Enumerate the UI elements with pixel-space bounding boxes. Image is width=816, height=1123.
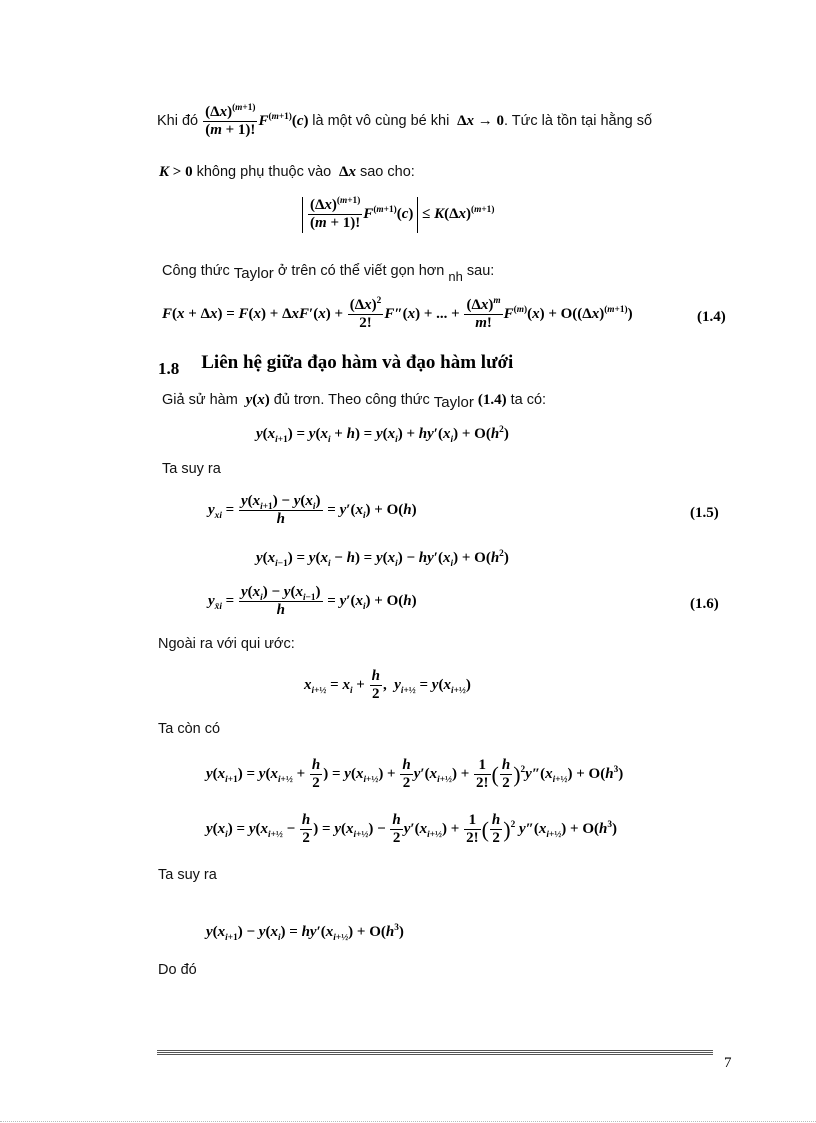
equation-number-1-5: (1.5) bbox=[690, 505, 719, 521]
section-heading bbox=[158, 352, 514, 378]
footer-rule-middle bbox=[157, 1052, 713, 1053]
paragraph-line-4 bbox=[162, 391, 546, 409]
paragraph-line-8: Ta suy ra bbox=[158, 867, 217, 883]
formula-k-positive: K > 0 bbox=[159, 164, 193, 180]
formula-midpoint-expansion-forward: $y(x_{i+1}) = y(x_{i+\frac{1}{2}}$ + $\frac{h}{2}$ ) = $y(x_{i+\frac{1}{2}})$ + $\frac{h}{2}$ $y'(x_{i+\frac{1}{2}})$ + $\frac{1}{2!}$ ( $\frac{h}{2}$ )$^2y''(x_{i+\frac{1}{2}}) + O(h^3)$ bbox=[206, 757, 624, 792]
text-cong-thuc: Công thức bbox=[162, 263, 230, 279]
formula-y-of-x: y(x) bbox=[245, 392, 270, 408]
formula-remainder-term: $\frac{(\Delta x)^{(m+1)}}{(m + 1)!}$ $F^{(m+1)}(c)$ bbox=[205, 103, 313, 139]
paragraph-line-9: Do đó bbox=[158, 962, 197, 978]
text-nh: nh bbox=[448, 269, 463, 284]
page-number: 7 bbox=[724, 1055, 732, 1071]
paragraph-line-2 bbox=[159, 164, 415, 181]
footer-rule-top bbox=[157, 1050, 713, 1051]
text-ton-tai: . Tức là tồn tại hằng số bbox=[504, 113, 653, 130]
formula-backward-difference: $y_{x̄i}$ = $\frac{y(x_i) - y(x_{i-1})}{h}$ = $y'(x_i) + O(h)$ bbox=[208, 584, 417, 619]
text-khi-do: Khi đó bbox=[157, 113, 199, 130]
equation-number-1-4: (1.4) bbox=[697, 309, 726, 325]
formula-central-difference: $y(x_{i+1}) - y(x_i) = hy'(x_{i+\frac{1}{2}}) + O(h^3)$ bbox=[206, 923, 404, 943]
page-boundary bbox=[0, 1121, 816, 1122]
text-taylor-2: Taylor bbox=[433, 394, 474, 411]
formula-taylor-expansion: F(x + Δx) = F(x) + ΔxF′(x) + $\frac{(\Delta x)^2}{2!}$ F″(x) + ... + $\frac{(\Delta x)^m}{m!}$ $F^{(m)}(x) + O((\Delta x)^{(m+1)})$ bbox=[162, 296, 633, 332]
text-du-tron: đủ trơn. Theo công thức bbox=[273, 392, 430, 408]
equation-number-1-6: (1.6) bbox=[690, 596, 719, 612]
formula-forward-taylor: $y(x_{i+1}) = y(x_i + h) = y(x_i) + hy'(x_i) + O(h^2)$ bbox=[256, 425, 509, 445]
text-sao-cho: sao cho: bbox=[359, 164, 415, 180]
formula-midpoint-expansion-backward: $y(x_i) = y(x_{i+\frac{1}{2}}$ − $\frac{h}{2}$ ) = $y(x_{i+\frac{1}{2}})$ − $\frac{h}{2}$ $y'(x_{i+\frac{1}{2}})$ + $\frac{1}{2!}$ ( $\frac{h}{2}$ )$^2$ $y''(x_{i+\frac{1}{2}}) + O(h^3)$ bbox=[206, 812, 618, 847]
formula-remainder-bound: $\frac{(\Delta x)^{(m+1)}}{(m + 1)!}$ $F^{(m+1)}(c) \le K(\Delta x)^{(m+1)}$ bbox=[302, 197, 494, 233]
text-gia-su-ham: Giả sử hàm bbox=[162, 392, 238, 408]
formula-backward-taylor: $y(x_{i-1}) = y(x_i - h) = y(x_i) - hy'(x_i) + O(h^2)$ bbox=[256, 549, 509, 569]
formula-forward-difference: $y_{xi}$ = $\frac{y(x_{i+1}) - y(x_i)}{h}$ = $y'(x_i) + O(h)$ bbox=[208, 493, 417, 528]
formula-half-step-convention: $x_{i+\frac{1}{2}} = x_i$ + $\frac{h}{2}$ , $y_{i+\frac{1}{2}} = y(x_{i+\frac{1}{2}})$ bbox=[304, 668, 471, 703]
paragraph-line-7: Ta còn có bbox=[158, 721, 221, 737]
formula-dx-to-zero: Δx → 0 bbox=[453, 113, 504, 130]
footer-rule-bottom bbox=[157, 1054, 713, 1055]
section-title: Liên hệ giữa đạo hàm và đạo hàm lưới bbox=[201, 352, 514, 373]
formula-dx: Δx bbox=[335, 164, 356, 180]
paragraph-line-3 bbox=[162, 262, 495, 284]
text-taylor: Taylor bbox=[233, 265, 274, 282]
paragraph-line-1 bbox=[157, 104, 652, 140]
text-ta-co: ta có: bbox=[510, 392, 547, 408]
section-number: 1.8 bbox=[158, 359, 180, 378]
text-viet-gon: ở trên có thể viết gọn hơn bbox=[277, 263, 445, 279]
equation-reference-1-4: (1.4) bbox=[477, 392, 507, 408]
text-vo-cung-be: là một vô cùng bé khi bbox=[312, 113, 450, 130]
paragraph-line-5: Ta suy ra bbox=[162, 461, 221, 477]
text-sau: sau: bbox=[466, 263, 495, 279]
paragraph-line-6: Ngoài ra với qui ước: bbox=[158, 636, 295, 652]
text-khong-phu-thuoc: không phụ thuộc vào bbox=[196, 164, 332, 180]
